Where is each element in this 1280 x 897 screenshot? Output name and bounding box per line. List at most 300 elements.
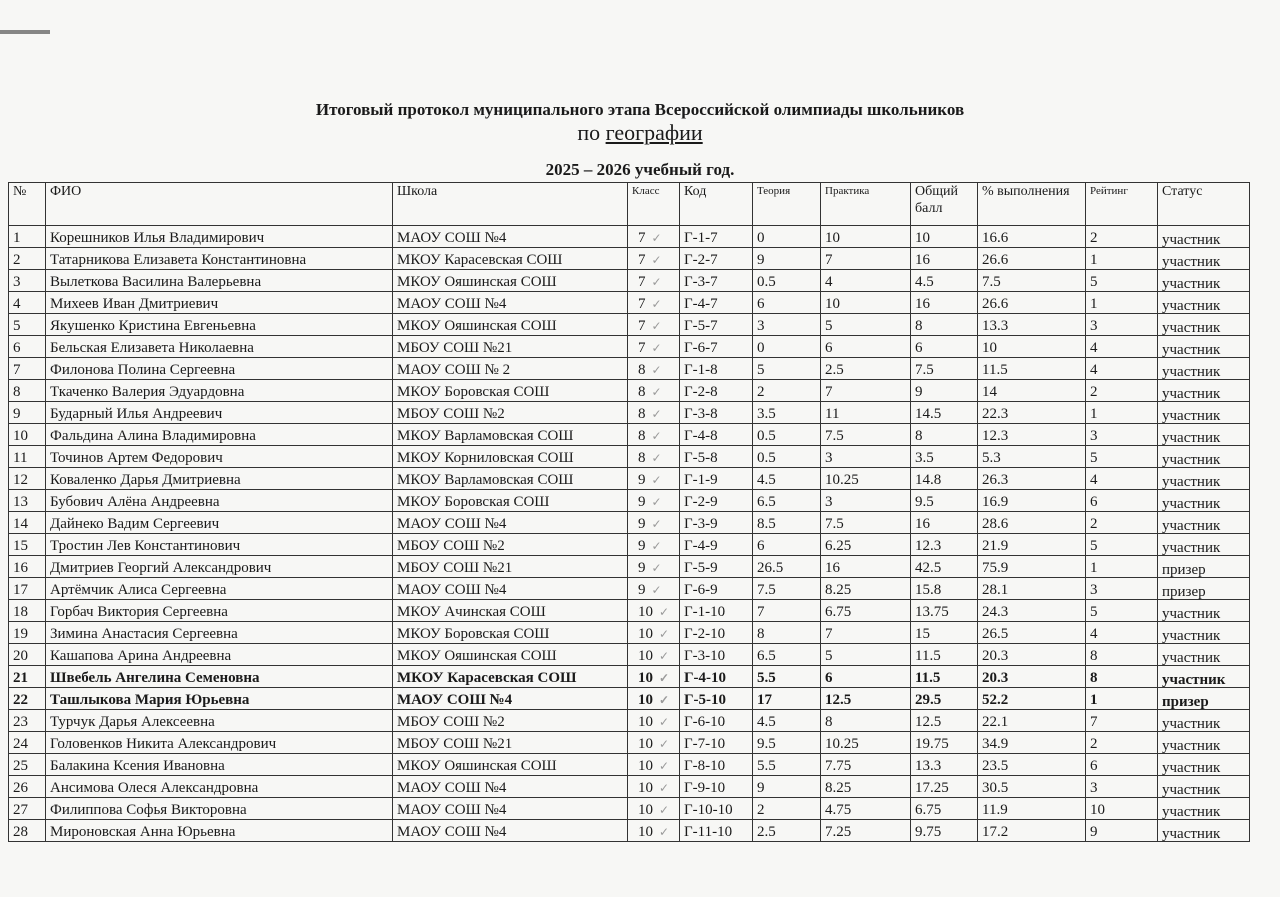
status: участник — [1158, 710, 1250, 732]
theory-score: 9 — [753, 248, 821, 270]
student-name: Бубович Алёна Андреевна — [46, 490, 393, 512]
code: Г-2-8 — [680, 380, 753, 402]
theory-score: 0.5 — [753, 446, 821, 468]
school-name: МАОУ СОШ №4 — [393, 292, 628, 314]
class — [628, 314, 680, 336]
status: участник — [1158, 820, 1250, 842]
class — [628, 754, 680, 776]
percent-complete: 26.6 — [978, 248, 1086, 270]
theory-score: 0 — [753, 226, 821, 248]
school-name: МБОУ СОШ №2 — [393, 710, 628, 732]
handwritten-check-icon: ✓ — [659, 759, 670, 773]
class-value: 10 — [638, 824, 653, 840]
status: участник — [1158, 336, 1250, 358]
code: Г-2-7 — [680, 248, 753, 270]
school-name: МАОУ СОШ №4 — [393, 688, 628, 710]
rating: 4 — [1086, 336, 1158, 358]
student-name: Филиппова Софья Викторовна — [46, 798, 393, 820]
percent-complete: 14 — [978, 380, 1086, 402]
school-name: МКОУ Ачинская СОШ — [393, 600, 628, 622]
theory-score: 0.5 — [753, 424, 821, 446]
table-row — [9, 270, 1250, 292]
col-percent: % выполнения — [978, 183, 1086, 226]
school-name: МКОУ Варламовская СОШ — [393, 424, 628, 446]
col-practice: Практика — [821, 183, 911, 226]
table-row — [9, 226, 1250, 248]
percent-complete: 10 — [978, 336, 1086, 358]
table-row — [9, 292, 1250, 314]
percent-complete: 75.9 — [978, 556, 1086, 578]
school-name: МКОУ Боровская СОШ — [393, 380, 628, 402]
class-value: 10 — [638, 780, 653, 796]
rating: 8 — [1086, 666, 1158, 688]
code: Г-3-9 — [680, 512, 753, 534]
handwritten-check-icon: ✓ — [659, 803, 670, 817]
row-number: 11 — [9, 446, 46, 468]
class-value: 7 — [638, 274, 646, 290]
handwritten-check-icon: ✓ — [651, 451, 662, 465]
total-score: 15.8 — [911, 578, 978, 600]
percent-complete: 21.9 — [978, 534, 1086, 556]
practice-score: 10.25 — [821, 468, 911, 490]
status: участник — [1158, 754, 1250, 776]
rating: 3 — [1086, 776, 1158, 798]
school-name: МКОУ Ояшинская СОШ — [393, 754, 628, 776]
school-name: МБОУ СОШ №21 — [393, 732, 628, 754]
school-name: МАОУ СОШ №4 — [393, 578, 628, 600]
class-value: 8 — [638, 384, 646, 400]
practice-score: 12.5 — [821, 688, 911, 710]
total-score: 29.5 — [911, 688, 978, 710]
total-score: 6 — [911, 336, 978, 358]
table-row — [9, 446, 1250, 468]
code: Г-3-10 — [680, 644, 753, 666]
code: Г-3-8 — [680, 402, 753, 424]
practice-score: 2.5 — [821, 358, 911, 380]
class-value: 7 — [638, 318, 646, 334]
school-name: МКОУ Боровская СОШ — [393, 622, 628, 644]
school-name: МАОУ СОШ №4 — [393, 512, 628, 534]
col-school: Школа — [393, 183, 628, 226]
code: Г-11-10 — [680, 820, 753, 842]
class-value: 7 — [638, 252, 646, 268]
row-number: 14 — [9, 512, 46, 534]
class — [628, 380, 680, 402]
school-name: МКОУ Карасевская СОШ — [393, 666, 628, 688]
row-number: 19 — [9, 622, 46, 644]
total-score: 19.75 — [911, 732, 978, 754]
col-code: Код — [680, 183, 753, 226]
document-title: Итоговый протокол муниципального этапа Всероссийской олимпиады школьников — [315, 100, 965, 119]
school-name: МАОУ СОШ № 2 — [393, 358, 628, 380]
student-name: Вылеткова Василина Валерьевна — [46, 270, 393, 292]
class-value: 8 — [638, 406, 646, 422]
status: участник — [1158, 622, 1250, 644]
status: участник — [1158, 490, 1250, 512]
code: Г-5-10 — [680, 688, 753, 710]
practice-score: 4.75 — [821, 798, 911, 820]
total-score: 11.5 — [911, 666, 978, 688]
theory-score: 9 — [753, 776, 821, 798]
class — [628, 226, 680, 248]
table-row — [9, 644, 1250, 666]
total-score: 9.5 — [911, 490, 978, 512]
row-number: 21 — [9, 666, 46, 688]
class-value: 9 — [638, 538, 646, 554]
class — [628, 600, 680, 622]
code: Г-7-10 — [680, 732, 753, 754]
row-number: 4 — [9, 292, 46, 314]
col-theory: Теория — [753, 183, 821, 226]
table-row — [9, 248, 1250, 270]
handwritten-check-icon: ✓ — [651, 583, 662, 597]
code: Г-1-9 — [680, 468, 753, 490]
practice-score: 7.5 — [821, 424, 911, 446]
class — [628, 336, 680, 358]
total-score: 42.5 — [911, 556, 978, 578]
percent-complete: 11.5 — [978, 358, 1086, 380]
class-value: 10 — [638, 692, 653, 708]
table-row — [9, 600, 1250, 622]
percent-complete: 24.3 — [978, 600, 1086, 622]
status: участник — [1158, 380, 1250, 402]
percent-complete: 30.5 — [978, 776, 1086, 798]
class-value: 8 — [638, 362, 646, 378]
practice-score: 7 — [821, 248, 911, 270]
code: Г-3-7 — [680, 270, 753, 292]
total-score: 12.5 — [911, 710, 978, 732]
student-name: Дайнеко Вадим Сергеевич — [46, 512, 393, 534]
practice-score: 7.25 — [821, 820, 911, 842]
handwritten-check-icon: ✓ — [659, 605, 670, 619]
theory-score: 7 — [753, 600, 821, 622]
row-number: 23 — [9, 710, 46, 732]
table-row — [9, 776, 1250, 798]
school-name: МКОУ Карасевская СОШ — [393, 248, 628, 270]
class-value: 10 — [638, 648, 653, 664]
rating: 8 — [1086, 644, 1158, 666]
class — [628, 644, 680, 666]
total-score: 11.5 — [911, 644, 978, 666]
handwritten-check-icon: ✓ — [659, 825, 670, 839]
row-number: 12 — [9, 468, 46, 490]
class-value: 10 — [638, 714, 653, 730]
class — [628, 732, 680, 754]
row-number: 2 — [9, 248, 46, 270]
status: участник — [1158, 600, 1250, 622]
percent-complete: 20.3 — [978, 644, 1086, 666]
code: Г-4-7 — [680, 292, 753, 314]
class — [628, 798, 680, 820]
student-name: Турчук Дарья Алексеевна — [46, 710, 393, 732]
handwritten-check-icon: ✓ — [651, 495, 662, 509]
total-score: 13.75 — [911, 600, 978, 622]
theory-score: 2 — [753, 380, 821, 402]
student-name: Коваленко Дарья Дмитриевна — [46, 468, 393, 490]
percent-complete: 16.6 — [978, 226, 1086, 248]
handwritten-check-icon: ✓ — [651, 539, 662, 553]
student-name: Горбач Виктория Сергеевна — [46, 600, 393, 622]
student-name: Якушенко Кристина Евгеньевна — [46, 314, 393, 336]
row-number: 1 — [9, 226, 46, 248]
status: призер — [1158, 578, 1250, 600]
class — [628, 292, 680, 314]
theory-score: 8 — [753, 622, 821, 644]
table-row — [9, 798, 1250, 820]
handwritten-check-icon: ✓ — [659, 737, 670, 751]
rating: 2 — [1086, 226, 1158, 248]
table-row — [9, 402, 1250, 424]
status: участник — [1158, 534, 1250, 556]
row-number: 15 — [9, 534, 46, 556]
percent-complete: 26.6 — [978, 292, 1086, 314]
handwritten-check-icon: ✓ — [651, 341, 662, 355]
school-name: МАОУ СОШ №4 — [393, 226, 628, 248]
theory-score: 9.5 — [753, 732, 821, 754]
practice-score: 3 — [821, 446, 911, 468]
col-class: Класс — [628, 183, 680, 226]
status: участник — [1158, 358, 1250, 380]
class — [628, 424, 680, 446]
practice-score: 6.25 — [821, 534, 911, 556]
school-name: МБОУ СОШ №2 — [393, 534, 628, 556]
total-score: 8 — [911, 424, 978, 446]
row-number: 20 — [9, 644, 46, 666]
row-number: 26 — [9, 776, 46, 798]
class — [628, 820, 680, 842]
code: Г-1-7 — [680, 226, 753, 248]
student-name: Швебель Ангелина Семеновна — [46, 666, 393, 688]
class-value: 7 — [638, 230, 646, 246]
practice-score: 10 — [821, 226, 911, 248]
class-value: 10 — [638, 626, 653, 642]
handwritten-check-icon: ✓ — [651, 517, 662, 531]
class — [628, 270, 680, 292]
rating: 6 — [1086, 754, 1158, 776]
total-score: 9.75 — [911, 820, 978, 842]
status: участник — [1158, 512, 1250, 534]
rating: 9 — [1086, 820, 1158, 842]
table-row — [9, 820, 1250, 842]
total-score: 13.3 — [911, 754, 978, 776]
table-row — [9, 512, 1250, 534]
school-name: МАОУ СОШ №4 — [393, 798, 628, 820]
percent-complete: 26.3 — [978, 468, 1086, 490]
row-number: 27 — [9, 798, 46, 820]
rating: 5 — [1086, 446, 1158, 468]
theory-score: 6.5 — [753, 490, 821, 512]
percent-complete: 16.9 — [978, 490, 1086, 512]
total-score: 4.5 — [911, 270, 978, 292]
rating: 1 — [1086, 688, 1158, 710]
row-number: 6 — [9, 336, 46, 358]
percent-complete: 22.1 — [978, 710, 1086, 732]
table-row — [9, 754, 1250, 776]
col-rating: Рейтинг — [1086, 183, 1158, 226]
status: участник — [1158, 248, 1250, 270]
student-name: Бельская Елизавета Николаевна — [46, 336, 393, 358]
handwritten-check-icon: ✓ — [659, 627, 670, 641]
class-value: 7 — [638, 296, 646, 312]
percent-complete: 17.2 — [978, 820, 1086, 842]
rating: 3 — [1086, 314, 1158, 336]
code: Г-4-10 — [680, 666, 753, 688]
practice-score: 8.25 — [821, 578, 911, 600]
table-row — [9, 556, 1250, 578]
rating: 2 — [1086, 732, 1158, 754]
rating: 3 — [1086, 578, 1158, 600]
student-name: Филонова Полина Сергеевна — [46, 358, 393, 380]
row-number: 24 — [9, 732, 46, 754]
student-name: Бударный Илья Андреевич — [46, 402, 393, 424]
row-number: 25 — [9, 754, 46, 776]
table-row — [9, 534, 1250, 556]
theory-score: 5.5 — [753, 666, 821, 688]
practice-score: 6 — [821, 336, 911, 358]
student-name: Ташлыкова Мария Юрьевна — [46, 688, 393, 710]
student-name: Тростин Лев Константинович — [46, 534, 393, 556]
percent-complete: 52.2 — [978, 688, 1086, 710]
student-name: Татарникова Елизавета Константиновна — [46, 248, 393, 270]
class-value: 10 — [638, 670, 653, 686]
row-number: 13 — [9, 490, 46, 512]
total-score: 16 — [911, 248, 978, 270]
total-score: 8 — [911, 314, 978, 336]
total-score: 17.25 — [911, 776, 978, 798]
code: Г-9-10 — [680, 776, 753, 798]
code: Г-6-7 — [680, 336, 753, 358]
practice-score: 10.25 — [821, 732, 911, 754]
theory-score: 6 — [753, 534, 821, 556]
theory-score: 26.5 — [753, 556, 821, 578]
class — [628, 666, 680, 688]
handwritten-check-icon: ✓ — [651, 561, 662, 575]
percent-complete: 20.3 — [978, 666, 1086, 688]
code: Г-6-10 — [680, 710, 753, 732]
status: участник — [1158, 314, 1250, 336]
practice-score: 7.75 — [821, 754, 911, 776]
handwritten-check-icon: ✓ — [659, 693, 670, 707]
theory-score: 6.5 — [753, 644, 821, 666]
rating: 1 — [1086, 248, 1158, 270]
practice-score: 5 — [821, 644, 911, 666]
table-row — [9, 358, 1250, 380]
class — [628, 534, 680, 556]
table-row — [9, 314, 1250, 336]
table-row — [9, 336, 1250, 358]
practice-score: 7 — [821, 622, 911, 644]
practice-score: 8.25 — [821, 776, 911, 798]
class-value: 9 — [638, 516, 646, 532]
code: Г-4-8 — [680, 424, 753, 446]
class-value: 9 — [638, 494, 646, 510]
row-number: 5 — [9, 314, 46, 336]
code: Г-8-10 — [680, 754, 753, 776]
status: участник — [1158, 468, 1250, 490]
practice-score: 6.75 — [821, 600, 911, 622]
theory-score: 2.5 — [753, 820, 821, 842]
class — [628, 556, 680, 578]
total-score: 3.5 — [911, 446, 978, 468]
class-value: 9 — [638, 582, 646, 598]
document-subject: по географии — [577, 120, 703, 145]
status: участник — [1158, 666, 1250, 688]
row-number: 17 — [9, 578, 46, 600]
school-name: МАОУ СОШ №4 — [393, 820, 628, 842]
student-name: Дмитриев Георгий Александрович — [46, 556, 393, 578]
practice-score: 6 — [821, 666, 911, 688]
handwritten-check-icon: ✓ — [651, 429, 662, 443]
code: Г-5-9 — [680, 556, 753, 578]
row-number: 7 — [9, 358, 46, 380]
row-number: 10 — [9, 424, 46, 446]
handwritten-check-icon: ✓ — [651, 253, 662, 267]
theory-score: 3 — [753, 314, 821, 336]
student-name: Фальдина Алина Владимировна — [46, 424, 393, 446]
student-name: Балакина Ксения Ивановна — [46, 754, 393, 776]
theory-score: 17 — [753, 688, 821, 710]
col-total: Общий балл — [911, 183, 978, 226]
theory-score: 0 — [753, 336, 821, 358]
total-score: 9 — [911, 380, 978, 402]
table-row — [9, 710, 1250, 732]
status: участник — [1158, 292, 1250, 314]
handwritten-check-icon: ✓ — [659, 649, 670, 663]
class — [628, 512, 680, 534]
total-score: 16 — [911, 292, 978, 314]
handwritten-check-icon: ✓ — [659, 671, 670, 685]
percent-complete: 22.3 — [978, 402, 1086, 424]
table-row — [9, 666, 1250, 688]
status: призер — [1158, 556, 1250, 578]
school-name: МАОУ СОШ №4 — [393, 776, 628, 798]
rating: 4 — [1086, 358, 1158, 380]
class-value: 9 — [638, 560, 646, 576]
student-name: Михеев Иван Дмитриевич — [46, 292, 393, 314]
school-name: МБОУ СОШ №21 — [393, 556, 628, 578]
practice-score: 8 — [821, 710, 911, 732]
handwritten-check-icon: ✓ — [659, 781, 670, 795]
rating: 4 — [1086, 468, 1158, 490]
school-name: МКОУ Корниловская СОШ — [393, 446, 628, 468]
student-name: Ансимова Олеся Александровна — [46, 776, 393, 798]
school-name: МБОУ СОШ №2 — [393, 402, 628, 424]
results-table — [8, 182, 1250, 842]
percent-complete: 28.1 — [978, 578, 1086, 600]
code: Г-4-9 — [680, 534, 753, 556]
academic-year: 2025 – 2026 учебный год. — [545, 160, 735, 179]
theory-score: 2 — [753, 798, 821, 820]
row-number: 16 — [9, 556, 46, 578]
table-row — [9, 688, 1250, 710]
status: участник — [1158, 732, 1250, 754]
handwritten-check-icon: ✓ — [651, 319, 662, 333]
class-value: 10 — [638, 802, 653, 818]
school-name: МКОУ Ояшинская СОШ — [393, 270, 628, 292]
class-value: 8 — [638, 428, 646, 444]
handwritten-check-icon: ✓ — [659, 715, 670, 729]
practice-score: 11 — [821, 402, 911, 424]
student-name: Зимина Анастасия Сергеевна — [46, 622, 393, 644]
subject-name: географии — [605, 120, 703, 145]
code: Г-5-7 — [680, 314, 753, 336]
class — [628, 402, 680, 424]
percent-complete: 13.3 — [978, 314, 1086, 336]
scan-artifact — [0, 30, 50, 34]
percent-complete: 7.5 — [978, 270, 1086, 292]
status: участник — [1158, 446, 1250, 468]
theory-score: 5.5 — [753, 754, 821, 776]
